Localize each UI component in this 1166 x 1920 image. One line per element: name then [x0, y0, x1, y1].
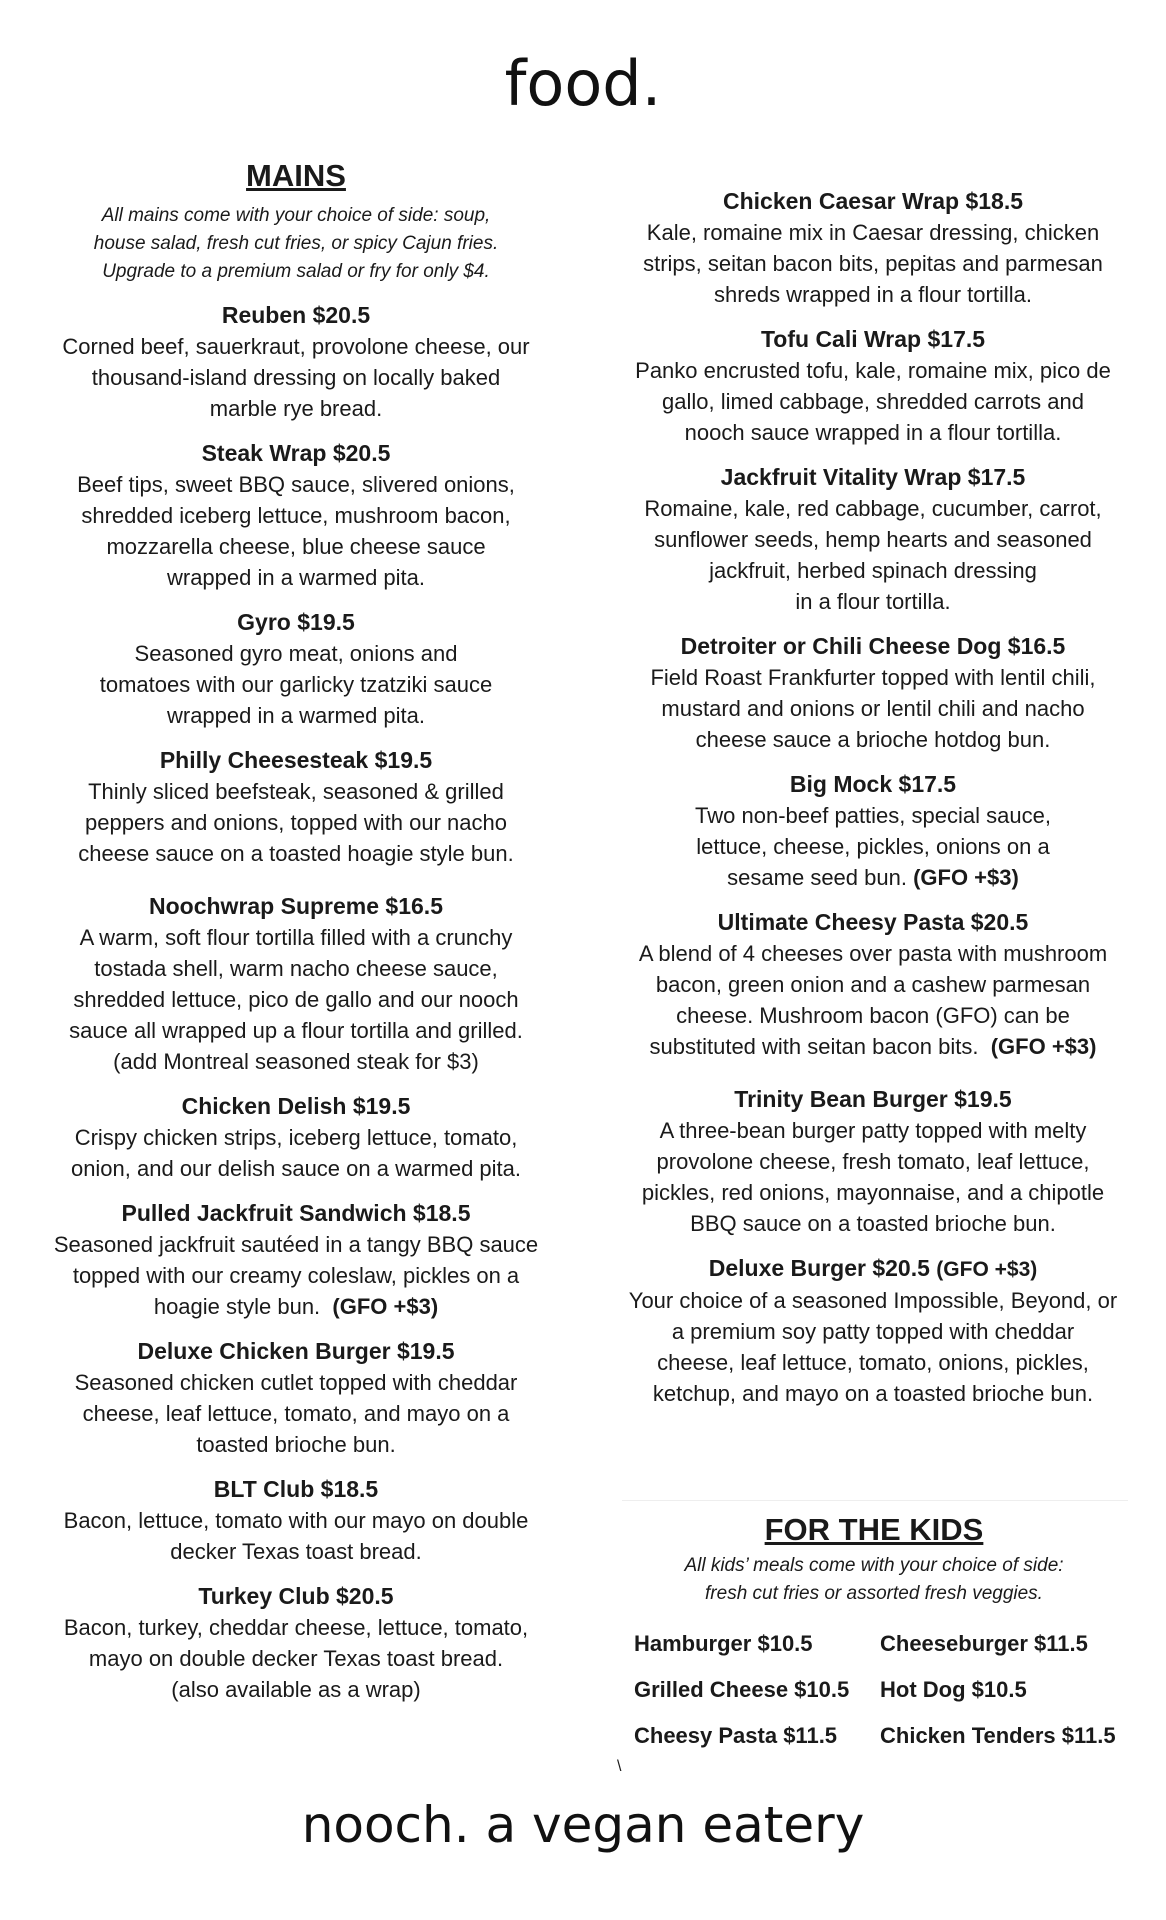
kids-note-line: All kids’ meals come with your choice of side:	[684, 1555, 1064, 1576]
item-desc	[612, 1285, 1134, 1409]
desc-line: onion, and our delish sauce on a warmed pita.	[70, 1156, 522, 1181]
desc-line: Your choice of a seasoned Impossible, Beyond, or	[628, 1288, 1118, 1313]
desc-line: tostada shell, warm nacho cheese sauce,	[94, 956, 498, 981]
item-name: Deluxe Chicken Burger $19.5	[137, 1338, 455, 1364]
item-name: Detroiter or Chili Cheese Dog $16.5	[680, 633, 1066, 659]
menu-item-detroiter-chili-cheese-dog	[612, 631, 1134, 755]
kids-divider	[622, 1500, 1128, 1501]
desc-line: Two non-beef patties, special sauce,	[695, 803, 1051, 828]
item-desc	[612, 1115, 1134, 1239]
item-desc	[40, 922, 552, 1077]
item-name: Chicken Delish $19.5	[181, 1093, 411, 1119]
mains-note-line: All mains come with your choice of side: soup,	[101, 205, 491, 226]
kids-item: Cheesy Pasta $11.5	[634, 1723, 838, 1748]
desc-line	[612, 862, 1134, 893]
desc-line: lettuce, cheese, pickles, onions on a	[696, 834, 1050, 859]
item-name: Chicken Caesar Wrap $18.5	[722, 188, 1023, 214]
desc-line: (also available as a wrap)	[171, 1677, 421, 1702]
desc-line: shredded lettuce, pico de gallo and our nooch	[73, 987, 519, 1012]
item-name: Ultimate Cheesy Pasta $20.5	[717, 909, 1029, 935]
desc-line: cheese sauce on a toasted hoagie style bun.	[78, 841, 514, 866]
desc-line: thousand-island dressing on locally baked	[91, 365, 501, 390]
desc-line: Thinly sliced beefsteak, seasoned & grilled	[88, 779, 504, 804]
desc-line: tomatoes with our garlicky tzatziki sauce	[99, 672, 493, 697]
desc-line: mozzarella cheese, blue cheese sauce	[106, 534, 486, 559]
desc-line: Beef tips, sweet BBQ sauce, slivered onions,	[77, 472, 515, 497]
desc-line: wrapped in a warmed pita.	[166, 703, 426, 728]
desc-line	[40, 1291, 552, 1322]
item-name: Philly Cheesesteak $19.5	[159, 747, 433, 773]
desc-line: A three-bean burger patty topped with melty	[659, 1118, 1087, 1143]
desc-line: Corned beef, sauerkraut, provolone cheese, our	[62, 334, 530, 359]
menu-item-philly-cheesesteak	[40, 745, 552, 869]
desc-line: wrapped in a warmed pita.	[166, 565, 426, 590]
menu-item-steak-wrap	[40, 438, 552, 593]
desc-line: BBQ sauce on a toasted brioche bun.	[690, 1211, 1056, 1236]
desc-line: strips, seitan bacon bits, pepitas and parmesan	[643, 251, 1103, 276]
desc-line: Field Roast Frankfurter topped with lentil chili,	[650, 665, 1096, 690]
desc-line: mustard and onions or lentil chili and nacho	[661, 696, 1085, 721]
desc-line: nooch sauce wrapped in a flour tortilla.	[684, 420, 1062, 445]
menu-item-noochwrap-supreme	[40, 891, 552, 1077]
item-desc	[612, 662, 1134, 755]
item-name: Reuben $20.5	[221, 302, 371, 328]
desc-line: a premium soy patty topped with cheddar	[671, 1319, 1075, 1344]
desc-line: topped with our creamy coleslaw, pickles on a	[72, 1263, 520, 1288]
desc-text: sesame seed bun.	[727, 865, 907, 890]
item-desc	[612, 938, 1134, 1062]
kids-note-line: fresh cut fries or assorted fresh veggies.	[705, 1583, 1043, 1604]
menu-item-reuben	[40, 300, 552, 424]
desc-line: provolone cheese, fresh tomato, leaf lettuce,	[656, 1149, 1090, 1174]
stray-mark: \	[617, 1758, 622, 1775]
desc-line: Bacon, turkey, cheddar cheese, lettuce, tomato,	[63, 1615, 529, 1640]
kids-item: Grilled Cheese $10.5	[634, 1677, 850, 1702]
mains-section	[40, 156, 552, 1719]
desc-line: peppers and onions, topped with our nacho	[85, 810, 507, 835]
menu-item-gyro	[40, 607, 552, 731]
kids-item: Cheeseburger $11.5	[880, 1631, 1088, 1656]
menu-item-deluxe-burger	[612, 1253, 1134, 1409]
desc-line: cheese, leaf lettuce, tomato, and mayo on a	[82, 1401, 510, 1426]
menu-item-turkey-club	[40, 1581, 552, 1705]
desc-line: ketchup, and mayo on a toasted brioche bun.	[652, 1381, 1094, 1406]
item-desc	[612, 800, 1134, 893]
item-name: Pulled Jackfruit Sandwich $18.5	[121, 1200, 471, 1226]
kids-note	[620, 1552, 1128, 1608]
item-desc	[612, 493, 1134, 617]
item-desc	[612, 217, 1134, 310]
desc-line: Seasoned jackfruit sautéed in a tangy BBQ sauce	[53, 1232, 539, 1257]
item-desc	[40, 1229, 552, 1322]
item-name: Gyro $19.5	[237, 609, 355, 635]
desc-line: cheese, leaf lettuce, tomato, onions, pickles,	[657, 1350, 1089, 1375]
desc-line: A warm, soft flour tortilla filled with a crunchy	[79, 925, 513, 950]
item-desc	[40, 331, 552, 424]
item-name	[612, 1253, 1134, 1285]
mains-note-line: Upgrade to a premium salad or fry for only $4.	[102, 261, 490, 282]
desc-line: decker Texas toast bread.	[170, 1539, 422, 1564]
item-name: BLT Club $18.5	[213, 1476, 379, 1502]
gfo-badge: (GFO +$3)	[332, 1294, 439, 1319]
page-title: food.	[504, 47, 662, 120]
item-desc	[40, 638, 552, 731]
kids-item: Hamburger $10.5	[634, 1631, 813, 1656]
menu-item-chicken-caesar-wrap	[612, 186, 1134, 310]
desc-line: (add Montreal seasoned steak for $3)	[113, 1049, 479, 1074]
kids-item: Chicken Tenders $11.5	[880, 1723, 1116, 1748]
gfo-badge: (GFO +$3)	[913, 865, 1019, 890]
desc-line: bacon, green onion and a cashew parmesan	[655, 972, 1091, 997]
kids-menu-grid	[634, 1628, 1128, 1752]
wraps-burgers-section	[612, 186, 1134, 1423]
item-name: Tofu Cali Wrap $17.5	[760, 326, 986, 352]
item-desc	[40, 1367, 552, 1460]
mains-note	[40, 202, 552, 286]
desc-line: Seasoned chicken cutlet topped with cheddar	[74, 1370, 518, 1395]
desc-line: gallo, limed cabbage, shredded carrots and	[662, 389, 1084, 414]
desc-line: pickles, red onions, mayonnaise, and a chipotle	[641, 1180, 1105, 1205]
menu-item-blt-club	[40, 1474, 552, 1567]
desc-line: shreds wrapped in a flour tortilla.	[714, 282, 1032, 307]
desc-line: Seasoned gyro meat, onions and	[134, 641, 458, 666]
desc-text: hoagie style bun.	[153, 1294, 321, 1319]
item-name: Big Mock $17.5	[789, 771, 957, 797]
desc-text: substituted with seitan bacon bits.	[649, 1034, 979, 1059]
desc-line: Crispy chicken strips, iceberg lettuce, tomato,	[74, 1125, 518, 1150]
item-desc	[40, 776, 552, 869]
menu-item-chicken-delish	[40, 1091, 552, 1184]
kids-section	[620, 1502, 1128, 1752]
desc-line: Bacon, lettuce, tomato with our mayo on double	[63, 1508, 529, 1533]
item-desc	[40, 1505, 552, 1567]
desc-line: A blend of 4 cheeses over pasta with mushroom	[638, 941, 1108, 966]
menu-item-tofu-cali-wrap	[612, 324, 1134, 448]
item-name: Turkey Club $20.5	[198, 1583, 394, 1609]
desc-line: in a flour tortilla.	[795, 589, 951, 614]
restaurant-name: nooch. a vegan eatery	[301, 1796, 865, 1854]
item-desc	[612, 355, 1134, 448]
desc-line: cheese. Mushroom bacon (GFO) can be	[676, 1003, 1070, 1028]
desc-line: mayo on double decker Texas toast bread.	[88, 1646, 504, 1671]
desc-line: sauce all wrapped up a flour tortilla and grilled.	[69, 1018, 523, 1043]
menu-item-pulled-jackfruit-sandwich	[40, 1198, 552, 1322]
menu-item-ultimate-cheesy-pasta	[612, 907, 1134, 1062]
desc-line: sunflower seeds, hemp hearts and seasoned	[654, 527, 1092, 552]
desc-line: shredded iceberg lettuce, mushroom bacon,	[81, 503, 511, 528]
gfo-badge: (GFO +$3)	[990, 1034, 1097, 1059]
item-name: Steak Wrap $20.5	[201, 440, 391, 466]
item-name: Noochwrap Supreme $16.5	[149, 893, 443, 919]
desc-line: Panko encrusted tofu, kale, romaine mix, pico de	[635, 358, 1111, 383]
item-desc	[40, 469, 552, 593]
item-name: Trinity Bean Burger $19.5	[734, 1086, 1012, 1112]
desc-line: jackfruit, herbed spinach dressing	[709, 558, 1037, 583]
menu-item-big-mock	[612, 769, 1134, 893]
kids-item: Hot Dog $10.5	[880, 1677, 1027, 1702]
desc-line: Kale, romaine mix in Caesar dressing, chicken	[646, 220, 1100, 245]
kids-heading: FOR THE KIDS	[764, 1512, 984, 1547]
desc-line: toasted brioche bun.	[196, 1432, 396, 1457]
desc-line: cheese sauce a brioche hotdog bun.	[695, 727, 1051, 752]
mains-heading: MAINS	[246, 158, 346, 193]
desc-line: marble rye bread.	[209, 396, 383, 421]
menu-item-trinity-bean-burger	[612, 1084, 1134, 1239]
item-name-text: Deluxe Burger $20.5	[708, 1255, 930, 1281]
item-name: Jackfruit Vitality Wrap $17.5	[720, 464, 1026, 490]
menu-item-deluxe-chicken-burger	[40, 1336, 552, 1460]
menu-item-jackfruit-vitality-wrap	[612, 462, 1134, 617]
desc-line: Romaine, kale, red cabbage, cucumber, carrot,	[644, 496, 1102, 521]
gfo-badge: (GFO +$3)	[936, 1258, 1038, 1281]
item-desc	[40, 1122, 552, 1184]
desc-line	[612, 1031, 1134, 1062]
item-desc	[40, 1612, 552, 1705]
mains-note-line: house salad, fresh cut fries, or spicy Cajun fries.	[93, 233, 499, 254]
